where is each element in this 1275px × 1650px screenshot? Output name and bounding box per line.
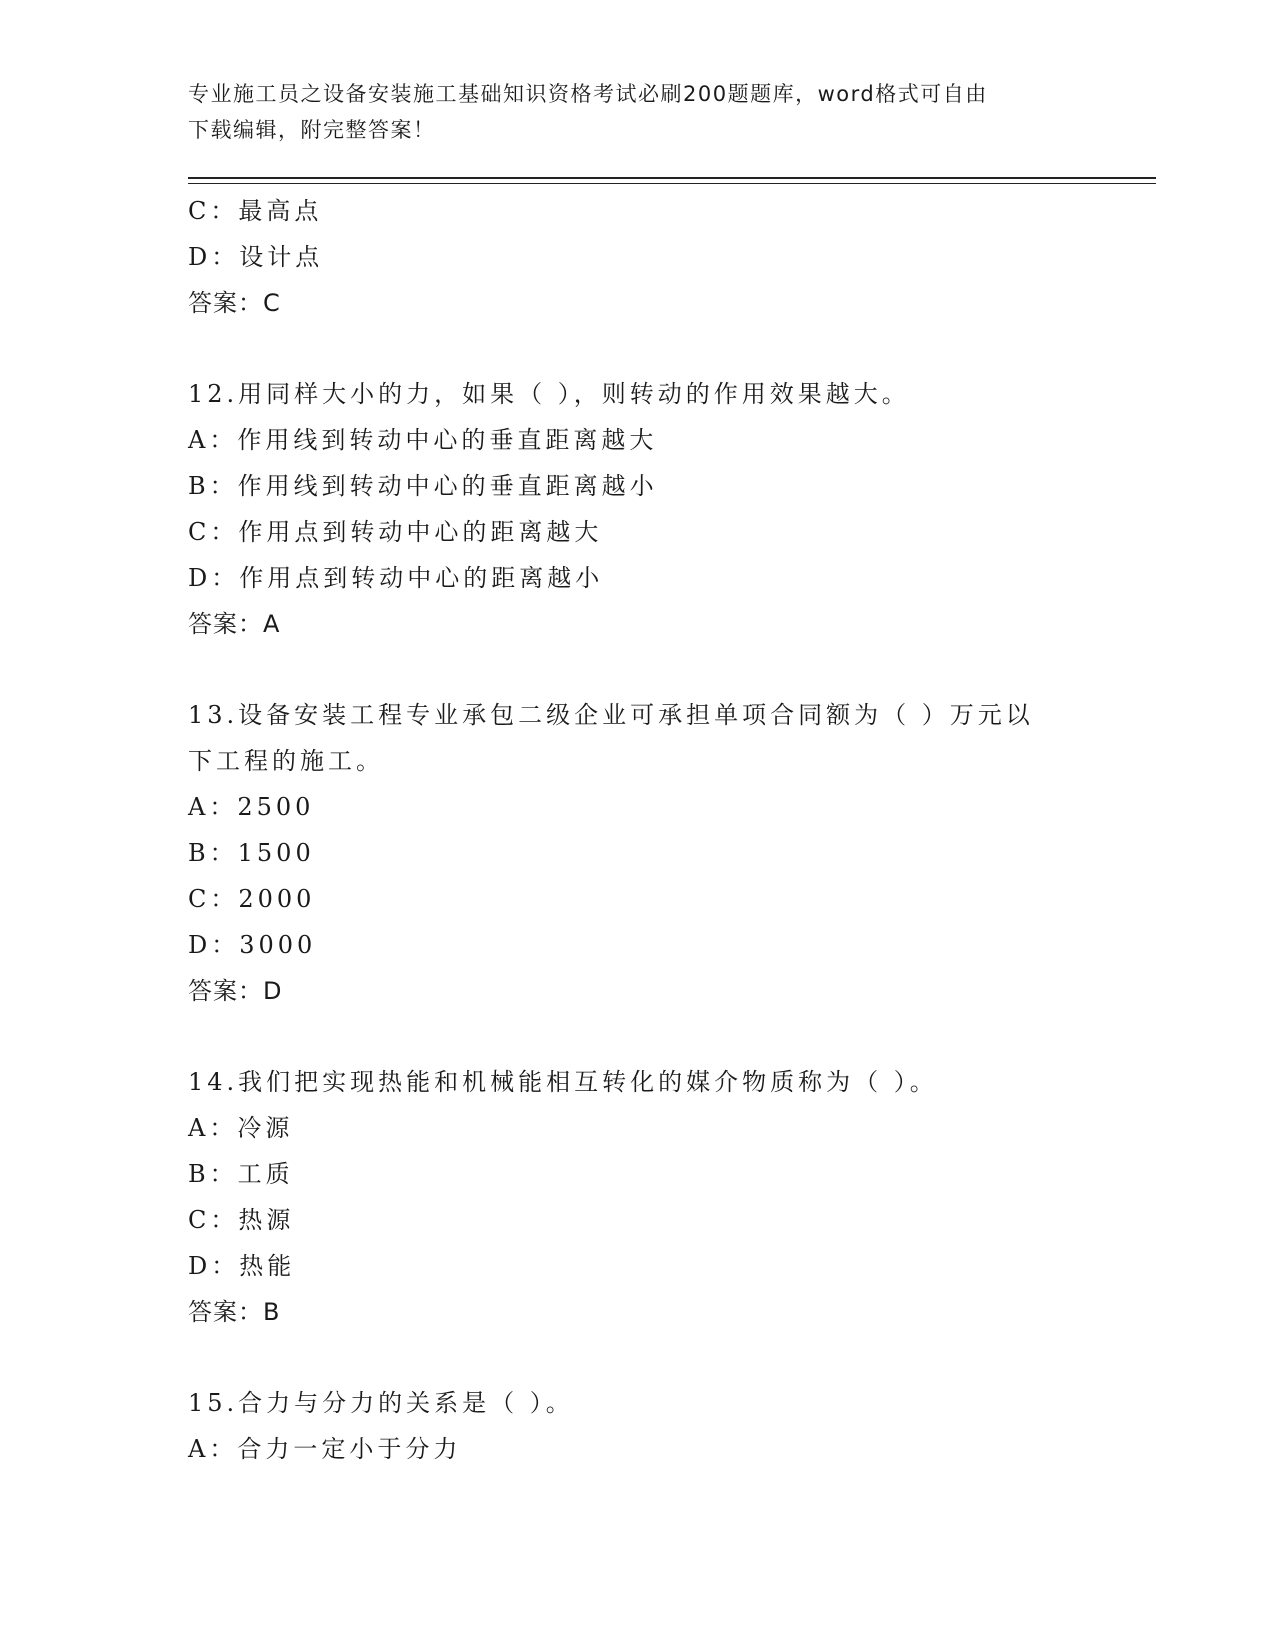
question-13 (188, 692, 1088, 1014)
question-prev (188, 188, 1088, 326)
question-list (188, 188, 1088, 1472)
question-12 (188, 371, 1088, 647)
header-rule-thick (188, 177, 1156, 179)
answer: 答案：A (188, 610, 281, 638)
option-d: D：作用点到转动中心的距离越小 (188, 564, 604, 592)
header-rule-thin (188, 183, 1156, 184)
page-header (188, 76, 1088, 148)
question-15 (188, 1380, 1088, 1472)
option-b: B：工质 (188, 1160, 294, 1188)
question-stem: 15.合力与分力的关系是（ ）。 (188, 1389, 574, 1417)
option-d: D：设计点 (188, 243, 324, 271)
option-a: A：作用线到转动中心的垂直距离越大 (188, 426, 658, 454)
option-a: A：冷源 (188, 1114, 294, 1142)
option-d: D：热能 (188, 1252, 296, 1280)
answer: 答案：C (188, 289, 281, 317)
option-c: C：热源 (188, 1206, 295, 1234)
option-b: B：作用线到转动中心的垂直距离越小 (188, 472, 658, 500)
answer: 答案：B (188, 1298, 281, 1326)
question-14 (188, 1059, 1088, 1335)
question-stem: 13.设备安装工程专业承包二级企业可承担单项合同额为（ ）万元以 (188, 701, 1034, 729)
question-stem-cont: 下工程的施工。 (188, 747, 384, 775)
option-b: B：1500 (188, 839, 315, 867)
option-c: C：2000 (188, 885, 316, 913)
option-a: A：2500 (188, 793, 315, 821)
header-line-2: 下载编辑，附完整答案！ (188, 118, 436, 142)
option-c: C：最高点 (188, 197, 323, 225)
header-line-1: 专业施工员之设备安装施工基础知识资格考试必刷200题题库，word格式可自由 (188, 82, 988, 106)
question-stem: 14.我们把实现热能和机械能相互转化的媒介物质称为（ ）。 (188, 1068, 938, 1096)
answer: 答案：D (188, 977, 283, 1005)
option-c: C：作用点到转动中心的距离越大 (188, 518, 603, 546)
option-a: A：合力一定小于分力 (188, 1435, 462, 1463)
option-d: D：3000 (188, 931, 317, 959)
question-stem: 12.用同样大小的力，如果（ ），则转动的作用效果越大。 (188, 380, 910, 408)
